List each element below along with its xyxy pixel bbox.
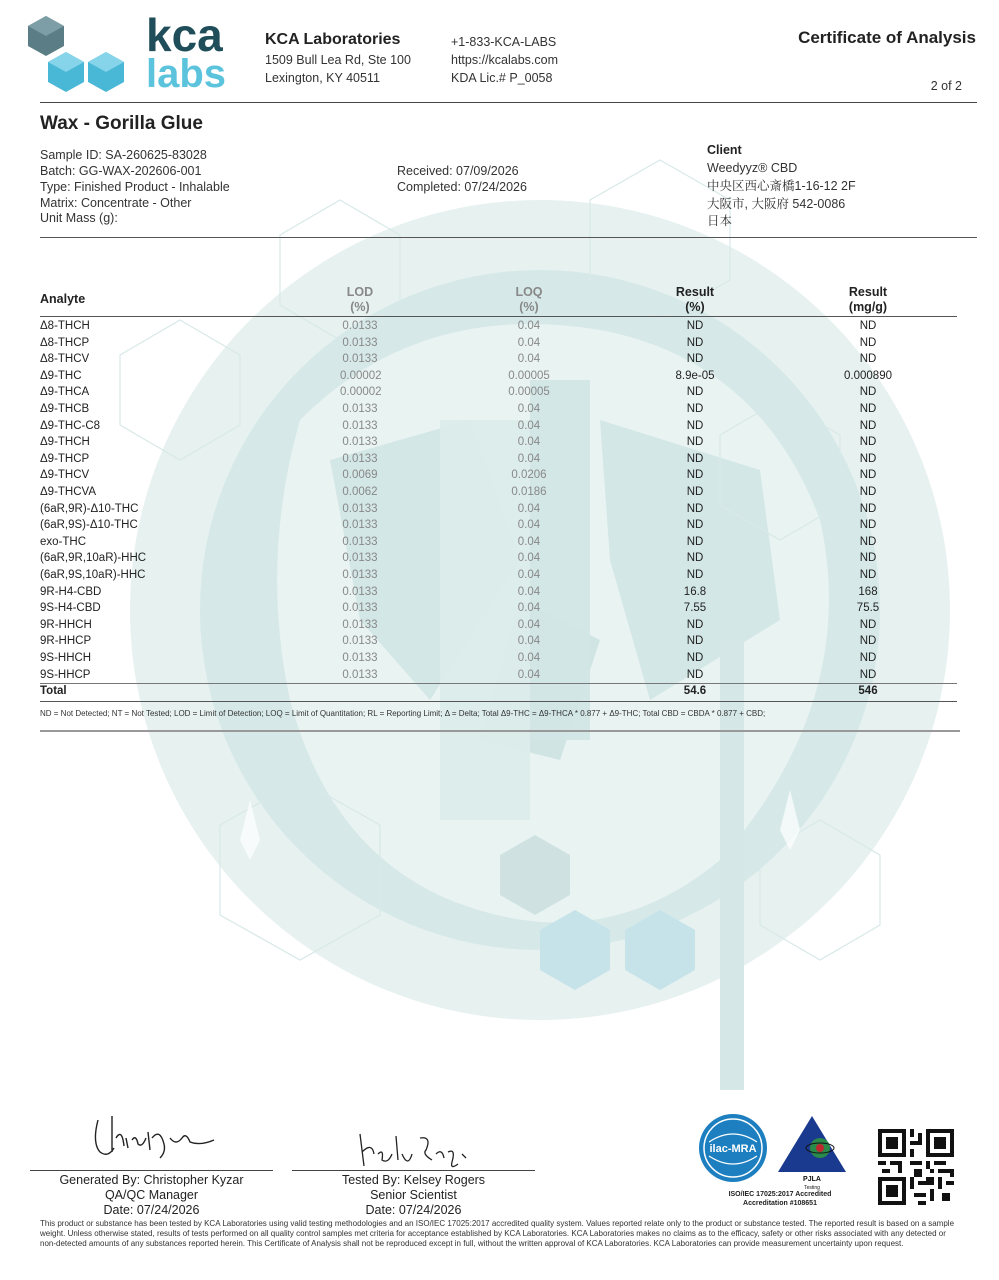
loq-cell: 0.04 xyxy=(517,552,541,565)
lab-license: KDA Lic.# P_0058 xyxy=(451,71,553,85)
result-mg-cell: ND xyxy=(859,436,877,449)
analyte-cell: Δ8-THCV xyxy=(40,353,90,366)
result-pct-cell: ND xyxy=(686,635,704,648)
table-bottom-rule xyxy=(40,701,957,702)
batch: Batch: GG-WAX-202606-001 xyxy=(40,164,202,178)
result-mg-cell: ND xyxy=(859,635,877,648)
completed-date: Completed: 07/24/2026 xyxy=(397,180,527,194)
result-pct-cell: ND xyxy=(686,320,704,332)
result-pct-cell: 8.9e-05 xyxy=(675,369,715,382)
lab-address-line2: Lexington, KY 40511 xyxy=(265,71,380,85)
sample-id: Sample ID: SA-260625-83028 xyxy=(40,148,207,162)
table-row xyxy=(40,667,958,684)
page-number: 2 of 2 xyxy=(930,79,962,93)
analyte-cell: Δ9-THCB xyxy=(40,403,90,415)
lod-cell: 0.0133 xyxy=(342,569,378,581)
loq-cell: 0.04 xyxy=(517,535,541,548)
loq-cell: 0.04 xyxy=(517,320,541,332)
product-type: Type: Finished Product - Inhalable xyxy=(40,180,230,194)
total-result-mg: 546 xyxy=(858,685,878,697)
analyte-cell: 9R-H4-CBD xyxy=(40,585,102,598)
signature-line-2 xyxy=(292,1170,535,1171)
analyte-cell: (6aR,9R)-Δ10-THC xyxy=(40,502,139,515)
loq-cell: 0.0206 xyxy=(511,469,547,482)
analyte-cell: 9R-HHCH xyxy=(40,618,92,631)
table-row xyxy=(40,650,958,667)
result-mg-cell: ND xyxy=(859,386,877,399)
info-divider xyxy=(40,237,977,238)
result-pct-cell: ND xyxy=(686,502,704,515)
result-pct-cell: ND xyxy=(686,569,704,581)
col-lod-header: LOD (%) xyxy=(346,285,374,314)
result-pct-cell: ND xyxy=(686,452,704,465)
table-row xyxy=(40,600,958,617)
analyte-cell: Δ9-THCA xyxy=(40,386,90,399)
table-row xyxy=(40,584,958,601)
analyte-cell: Δ9-THCP xyxy=(40,452,90,465)
table-row xyxy=(40,401,958,418)
loq-cell: 0.00005 xyxy=(508,386,550,399)
loq-cell: 0.0186 xyxy=(511,486,547,498)
signature-kelsey-rogers xyxy=(352,1128,472,1173)
loq-cell: 0.04 xyxy=(517,519,541,532)
table-row xyxy=(40,351,958,368)
result-mg-cell: ND xyxy=(859,618,877,631)
lod-cell: 0.00002 xyxy=(340,386,382,399)
header-divider xyxy=(40,102,977,103)
loq-cell: 0.04 xyxy=(517,502,541,515)
result-mg-cell: ND xyxy=(859,320,877,332)
table-row xyxy=(40,335,958,352)
signature-line-1 xyxy=(30,1170,273,1171)
col-result-mg-header: Result (mg/g) xyxy=(848,285,888,314)
analyte-cell: (6aR,9R,10aR)-HHC xyxy=(40,552,147,565)
table-header-rule xyxy=(40,316,957,317)
ilac-mra-logo-icon xyxy=(697,1112,769,1184)
lod-cell: 0.0133 xyxy=(342,353,378,366)
client-address-line2: 大阪市, 大阪府 542-0086 xyxy=(707,197,846,211)
lod-cell: 0.0133 xyxy=(342,652,378,664)
analyte-cell: (6aR,9S,10aR)-HHC xyxy=(40,569,146,581)
table-row xyxy=(40,567,958,584)
total-row xyxy=(40,683,958,700)
loq-cell: 0.04 xyxy=(517,635,541,648)
loq-cell: 0.04 xyxy=(517,602,541,615)
col-loq-header: LOQ (%) xyxy=(515,285,543,314)
result-mg-cell: 168 xyxy=(858,585,878,598)
lod-cell: 0.0133 xyxy=(342,602,378,615)
result-pct-cell: ND xyxy=(686,668,704,681)
table-row xyxy=(40,418,958,435)
result-mg-cell: ND xyxy=(859,452,877,465)
result-mg-cell: ND xyxy=(859,519,877,532)
loq-cell: 0.04 xyxy=(517,403,541,415)
table-row xyxy=(40,384,958,401)
lod-cell: 0.0133 xyxy=(342,635,378,648)
result-mg-cell: ND xyxy=(859,486,877,498)
loq-cell: 0.04 xyxy=(517,569,541,581)
tested-by-block: Tested By: Kelsey Rogers Senior Scientist Date: 07/24/2026 xyxy=(341,1173,486,1217)
kca-cube-logo-icon xyxy=(24,12,134,94)
table-row xyxy=(40,501,958,518)
analyte-cell: Δ8-THCH xyxy=(40,320,90,332)
result-pct-cell: ND xyxy=(686,336,704,349)
lod-cell: 0.0133 xyxy=(342,320,378,332)
table-row xyxy=(40,633,958,650)
total-result-pct: 54.6 xyxy=(683,685,707,697)
logo-labs-text: labs xyxy=(146,52,227,96)
analyte-cell: (6aR,9S)-Δ10-THC xyxy=(40,519,138,532)
table-row xyxy=(40,368,958,385)
analyte-cell: Δ9-THCVA xyxy=(40,486,97,498)
table-row xyxy=(40,617,958,634)
result-pct-cell: ND xyxy=(686,618,704,631)
table-row xyxy=(40,451,958,468)
client-name: Weedyyz® CBD xyxy=(707,161,798,175)
loq-cell: 0.00005 xyxy=(508,369,550,382)
loq-cell: 0.04 xyxy=(517,419,541,432)
result-mg-cell: 75.5 xyxy=(856,602,880,615)
total-label: Total xyxy=(40,685,67,697)
lod-cell: 0.0133 xyxy=(342,519,378,532)
signature-christopher-kyzar xyxy=(90,1108,220,1163)
result-pct-cell: ND xyxy=(686,652,704,664)
lab-name: KCA Laboratories xyxy=(265,31,401,48)
table-row xyxy=(40,534,958,551)
col-analyte-header: Analyte xyxy=(40,292,86,306)
result-mg-cell: ND xyxy=(859,336,877,349)
result-pct-cell: ND xyxy=(686,353,704,366)
matrix: Matrix: Concentrate - Other xyxy=(40,196,192,210)
analyte-cell: 9R-HHCP xyxy=(40,635,92,648)
result-pct-cell: ND xyxy=(686,386,704,399)
loq-cell: 0.04 xyxy=(517,353,541,366)
table-row xyxy=(40,517,958,534)
client-address-line3: 日本 xyxy=(707,214,733,228)
analyte-cell: 9S-HHCP xyxy=(40,668,91,681)
lod-cell: 0.0133 xyxy=(342,585,378,598)
svg-text:PJLA: PJLA xyxy=(803,1176,821,1183)
loq-cell: 0.04 xyxy=(517,652,541,664)
lod-cell: 0.0133 xyxy=(342,552,378,565)
result-mg-cell: ND xyxy=(859,403,877,415)
result-mg-cell: ND xyxy=(859,552,877,565)
loq-cell: 0.04 xyxy=(517,618,541,631)
pjla-logo-icon xyxy=(776,1114,848,1190)
loq-cell: 0.04 xyxy=(517,452,541,465)
accreditation-text: ISO/IEC 17025:2017 Accredited Accreditation #108651 xyxy=(728,1191,832,1207)
analyte-cell: Δ9-THC xyxy=(40,369,82,382)
table-row xyxy=(40,467,958,484)
svg-text:ilac-MRA: ilac-MRA xyxy=(709,1143,757,1155)
lod-cell: 0.0133 xyxy=(342,403,378,415)
lod-cell: 0.0133 xyxy=(342,502,378,515)
client-heading: Client xyxy=(707,143,742,157)
received-date: Received: 07/09/2026 xyxy=(397,164,519,178)
lod-cell: 0.0133 xyxy=(342,535,378,548)
analyte-cell: 9S-HHCH xyxy=(40,652,92,664)
result-pct-cell: ND xyxy=(686,552,704,565)
analyte-cell: Δ9-THC-C8 xyxy=(40,419,101,432)
lod-cell: 0.0133 xyxy=(342,668,378,681)
result-pct-cell: ND xyxy=(686,535,704,548)
lod-cell: 0.0133 xyxy=(342,436,378,449)
table-row xyxy=(40,484,958,501)
lod-cell: 0.00002 xyxy=(340,369,382,382)
result-pct-cell: 16.8 xyxy=(683,585,707,598)
document-title: Certificate of Analysis xyxy=(798,28,976,47)
result-mg-cell: ND xyxy=(859,569,877,581)
lod-cell: 0.0133 xyxy=(342,419,378,432)
result-pct-cell: ND xyxy=(686,469,704,482)
qr-code-icon[interactable] xyxy=(878,1129,954,1205)
col-result-pct-header: Result (%) xyxy=(675,285,715,314)
lod-cell: 0.0069 xyxy=(342,469,378,482)
table-row xyxy=(40,434,958,451)
result-mg-cell: ND xyxy=(859,353,877,366)
result-mg-cell: ND xyxy=(859,668,877,681)
footnote-divider xyxy=(40,730,960,732)
loq-cell: 0.04 xyxy=(517,436,541,449)
result-mg-cell: ND xyxy=(859,535,877,548)
analyte-cell: Δ8-THCP xyxy=(40,336,90,349)
product-title: Wax - Gorilla Glue xyxy=(40,113,203,134)
result-mg-cell: ND xyxy=(859,652,877,664)
result-pct-cell: ND xyxy=(686,419,704,432)
analyte-cell: 9S-H4-CBD xyxy=(40,602,101,615)
unit-mass: Unit Mass (g): xyxy=(40,211,118,225)
table-footnote: ND = Not Detected; NT = Not Tested; LOD = Limit of Detection; LOQ = Limit of Quantitation; RL = Reporting Limit; Δ = Delta; Total Δ9-THC = Δ9-THCA * 0.877 + Δ9-THC; Total CBD = CBDA * 0.877 + CBD; xyxy=(40,709,766,718)
result-mg-cell: ND xyxy=(859,469,877,482)
client-address-line1: 中央区西心斎橋1-16-12 2F xyxy=(707,179,856,193)
result-pct-cell: ND xyxy=(686,436,704,449)
result-pct-cell: ND xyxy=(686,519,704,532)
lod-cell: 0.0133 xyxy=(342,336,378,349)
result-mg-cell: ND xyxy=(859,419,877,432)
logo-kca-text: kca xyxy=(146,9,223,61)
legal-disclaimer: This product or substance has been tested by KCA Laboratories using valid testing methodologies and an ISO/IEC 17025:2017 accredited quality system. Values reported relate only to the product or substance tested. The reported result is based on a sample weight. Unless otherwise stated, results of tests performed on all quality control samples met criteria for acceptance established by KCA Laboratories. KCA Laboratories makes no claims as to the efficacy, safety or other risks associated with any detected or non-detected amounts of any substances reported herein. This Certificate of Analysis shall not be reproduced except in full, without the written approval of KCA Laboratories. KCA Laboratories can provide measurement uncertainty upon request. xyxy=(40,1219,955,1248)
table-row xyxy=(40,550,958,567)
loq-cell: 0.04 xyxy=(517,336,541,349)
lod-cell: 0.0133 xyxy=(342,618,378,631)
result-mg-cell: ND xyxy=(859,502,877,515)
table-row xyxy=(40,318,958,335)
result-pct-cell: ND xyxy=(686,403,704,415)
result-pct-cell: ND xyxy=(686,486,704,498)
result-mg-cell: 0.000890 xyxy=(844,369,892,382)
lod-cell: 0.0062 xyxy=(342,486,378,498)
analyte-cell: Δ9-THCH xyxy=(40,436,90,449)
analyte-cell: Δ9-THCV xyxy=(40,469,90,482)
lab-phone: +1-833-KCA-LABS xyxy=(451,35,557,49)
generated-by-block: Generated By: Christopher Kyzar QA/QC Manager Date: 07/24/2026 xyxy=(59,1173,244,1217)
result-pct-cell: 7.55 xyxy=(683,602,707,615)
analyte-cell: exo-THC xyxy=(40,535,87,548)
lod-cell: 0.0133 xyxy=(342,452,378,465)
svg-text:Testing: Testing xyxy=(804,1185,820,1190)
lab-address-line1: 1509 Bull Lea Rd, Ste 100 xyxy=(265,53,411,67)
loq-cell: 0.04 xyxy=(517,585,541,598)
lab-website[interactable]: https://kcalabs.com xyxy=(451,53,558,67)
loq-cell: 0.04 xyxy=(517,668,541,681)
